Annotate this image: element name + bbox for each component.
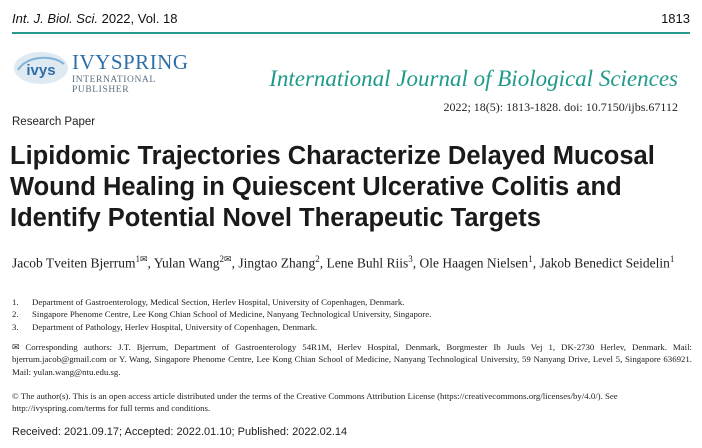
author-separator: , <box>147 255 154 271</box>
title-line: Identify Potential Novel Therapeutic Targets <box>10 204 541 232</box>
citation-line: 2022; 18(5): 1813-1828. doi: 10.7150/ijbs.67112 <box>443 100 678 114</box>
title-line: Lipidomic Trajectories Characterize Delayed Mucosal <box>10 142 655 170</box>
page-number: 1813 <box>661 11 690 26</box>
article-title <box>10 141 690 234</box>
author-affiliation-mark: 1✉ <box>135 254 148 264</box>
affiliation-text: Department of Pathology, Herlev Hospital, University of Copenhagen, Denmark. <box>32 321 318 332</box>
corresponding-authors: ✉ Corresponding authors: J.T. Bjerrum, Department of Gastroenterology 54R1M, Herlev Hospital, Denmark, Borgmester Ib Juuls Vej 1, DK-2730 Herlev, Denmark. Mail: bjerrum.jacob@gmail.com or Y. Wang, Singapore Phenome Centre, Lee Kong Chian School of Medicine, Nanyang Technological University, 59 Nanyang Drive, Level 5, Singapore 636921. Mail: yulan.wang@ntu.edu.sg. <box>12 342 692 377</box>
author-list <box>12 250 692 273</box>
author-name: Ole Haagen Nielsen <box>419 255 529 271</box>
publication-dates: Received: 2021.09.17; Accepted: 2022.01.10; Published: 2022.02.14 <box>12 426 348 438</box>
publisher-tagline: INTERNATIONAL PUBLISHER <box>72 75 156 95</box>
ivyspring-logo-icon <box>12 50 70 86</box>
author-name: Jakob Benedict Seidelin <box>539 255 670 271</box>
affiliation-item <box>12 308 692 320</box>
author-name: Yulan Wang <box>153 255 220 271</box>
affiliation-list <box>12 296 692 333</box>
affiliation-item <box>12 296 692 308</box>
publisher-logo <box>12 48 202 95</box>
author-name: Jacob Tveiten Bjerrum <box>12 255 136 271</box>
author-separator: , <box>231 255 239 271</box>
license-notice: © The author(s). This is an open access article distributed under the terms of the Creative Commons Attribution License (https://creativecommons.org/licenses/by/4.0/). See http://ivyspring.com/terms for full terms and conditions. <box>12 391 618 414</box>
affiliation-text: Department of Gastroenterology, Medical Section, Herlev Hospital, University of Copenhagen, Denmark. <box>32 297 405 307</box>
author-separator: , <box>319 255 327 271</box>
publisher-name: IVYSPRING <box>72 50 189 74</box>
author-name: Jingtao Zhang <box>238 255 316 271</box>
affiliation-number: 2. <box>12 309 19 320</box>
logo-letters: ivys <box>26 62 56 79</box>
running-head <box>12 6 690 34</box>
affiliation-number: 1. <box>12 297 19 307</box>
article-type: Research Paper <box>12 116 96 128</box>
author-affiliation-mark: 3 <box>408 254 413 264</box>
affiliation-text: Singapore Phenome Centre, Lee Kong Chian School of Medicine, Nanyang Technological University, Singapore. <box>32 309 432 320</box>
author-affiliation-mark: 2 <box>315 254 320 264</box>
author-affiliation-mark: 2✉ <box>219 254 232 264</box>
running-head-journal <box>12 11 178 26</box>
year-volume: 2022, Vol. 18 <box>101 11 178 26</box>
author-separator: , <box>412 255 420 271</box>
author-separator: , <box>532 255 540 271</box>
journal-title: International Journal of Biological Sciences <box>269 66 678 91</box>
title-line: Wound Healing in Quiescent Ulcerative Colitis and <box>10 173 622 201</box>
author-name: Lene Buhl Riis <box>326 255 409 271</box>
affiliation-number: 3. <box>12 321 19 332</box>
author-affiliation-mark: 1 <box>528 254 533 264</box>
author-affiliation-mark: 1 <box>669 254 675 264</box>
affiliation-item <box>12 321 692 333</box>
journal-abbreviation: Int. J. Biol. Sci. <box>12 11 98 26</box>
